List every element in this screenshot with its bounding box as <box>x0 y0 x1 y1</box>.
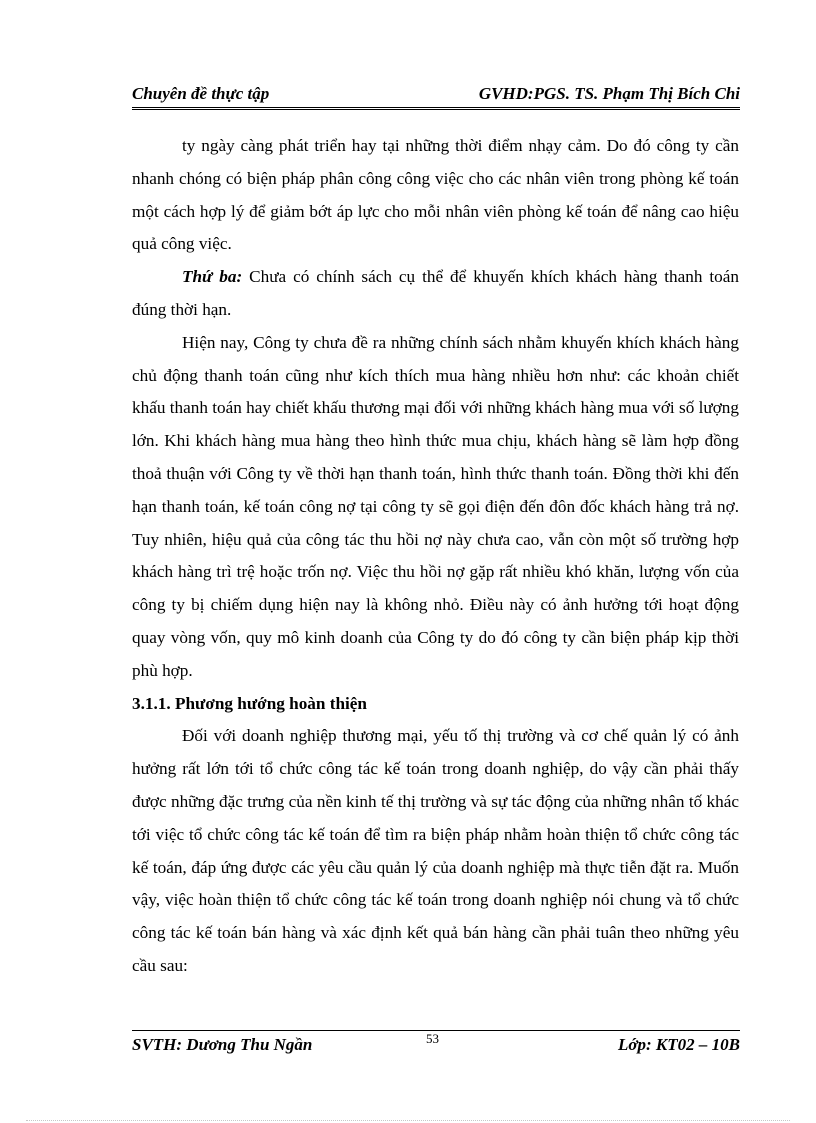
page-number: 53 <box>426 1031 439 1046</box>
footer-class: Lớp: KT02 – 10B <box>618 1035 740 1054</box>
third-issue-text: Chưa có chính sách cụ thể để khuyến khích khách hàng thanh toán đúng thời hạn. <box>132 267 739 319</box>
document-body <box>132 130 739 983</box>
paragraph-current-situation: Hiện nay, Công ty chưa đề ra những chính sách nhằm khuyến khích khách hàng chủ động thanh toán cũng như kích thích mua hàng nhiều hơn như: các khoản chiết khấu thanh toán hay chiết khấu thương mại đối với những khách hàng mua với số lượng lớn. Khi khách hàng mua hàng theo hình thức mua chịu, khách hàng sẽ làm hợp đồng thoả thuận với Công ty về thời hạn thanh toán, hình thức thanh toán. Đồng thời khi đến hạn thanh toán, kế toán công nợ tại công ty sẽ gọi điện đến đôn đốc khách hàng trả nợ. Tuy nhiên, hiệu quả của công tác thu hồi nợ này chưa cao, vẫn còn một số trường hợp khách hàng trì trệ hoặc trốn nợ. Việc thu hồi nợ gặp rất nhiều khó khăn, lượng vốn của công ty bị chiếm dụng hiện nay là không nhỏ. Điều này có ảnh hưởng tới hoạt động quay vòng vốn, quy mô kinh doanh của Công ty do đó công ty cần biện pháp kịp thời phù hợp. <box>132 332 739 680</box>
page-bottom-dotted-line <box>26 1120 790 1121</box>
header-report-title: Chuyên đề thực tập <box>132 84 270 103</box>
paragraph-direction: Đối với doanh nghiệp thương mại, yếu tố thị trường và cơ chế quản lý có ảnh hưởng rất lớn tới tổ chức công tác kế toán trong doanh nghiệp, do vậy cần phải thấy được những đặc trưng của nền kinh tế thị trường và sự tác động của những nhân tố khác tới việc tổ chức công tác kế toán để tìm ra biện pháp nhằm hoàn thiện tổ chức công tác kế toán, đáp ứng được các yêu cầu quản lý của doanh nghiệp mà thực tiễn đặt ra. Muốn vậy, việc hoàn thiện tổ chức công tác kế toán trong doanh nghiệp nói chung và tổ chức công tác kế toán bán hàng và xác định kết quả bán hàng cần phải tuân theo những yêu cầu sau: <box>132 726 739 975</box>
header-supervisor: GVHD:PGS. TS. Phạm Thị Bích Chi <box>478 84 740 103</box>
third-issue-label: Thứ ba: <box>182 267 243 287</box>
page-header <box>132 84 740 108</box>
footer-student: SVTH: Dương Thu Ngần <box>132 1035 313 1054</box>
header-divider <box>132 107 740 110</box>
section-heading: 3.1.1. Phương hướng hoàn thiện <box>132 693 367 713</box>
page-footer <box>132 1035 740 1061</box>
paragraph-continuation: ty ngày càng phát triển hay tại những thời điểm nhạy cảm. Do đó công ty cần nhanh chóng có biện pháp phân công công việc cho các nhân viên trong phòng kế toán một cách hợp lý để giảm bớt áp lực cho mỗi nhân viên phòng kế toán để nâng cao hiệu quả công việc. <box>132 136 739 254</box>
paragraph-third-issue <box>132 261 739 327</box>
